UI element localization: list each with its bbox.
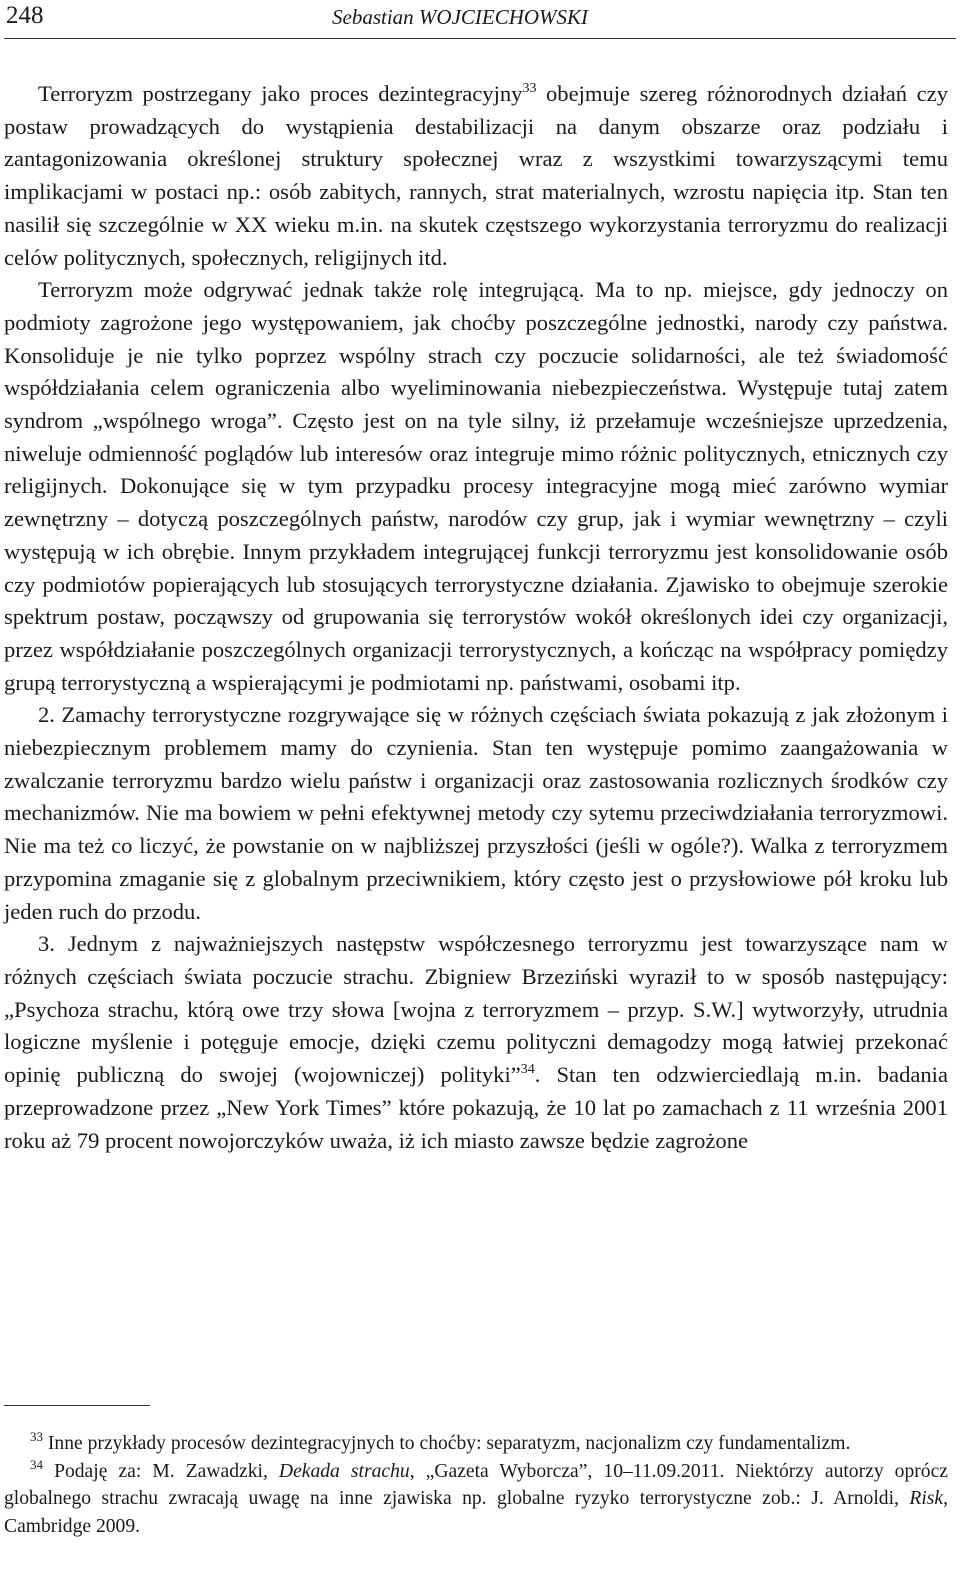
page-number: 248 <box>6 2 44 29</box>
footnote-separator <box>4 1405 150 1406</box>
paragraph-1-text-b: obejmuje szereg różnorodnych działań czy postaw prowadzących do wystąpienia destabilizacji na danym obszarze oraz podziału i zantagonizowania określonej struktury społecznej wraz z wszystkimi towarzyszącymi temu implikacjami w postaci np.: osób zabitych, rannych, strat materialnych, wzrostu napięcia itp. Stan ten nasilił się szczególnie w XX wieku m.in. na skutek częstszego wykorzystania terroryzmu do realizacji celów politycznych, społecznych, religijnych itd. <box>4 81 948 270</box>
footnote-34-mark: 34 <box>30 1456 43 1472</box>
footnote-34-text-b: , „Gazeta Wyborcza”, 10–11.09.2011. Niektórzy autorzy oprócz globalnego strachu zwracają uwagę na inne zjawiska np. globalne ryzyko terrorystyczne zob.: J. Arnoldi, <box>4 1460 948 1510</box>
footnote-33-text: Inne przykłady procesów dezintegracyjnych to choćby: separatyzm, nacjonalizm czy fundamentalizm. <box>47 1433 851 1454</box>
footnote-ref-34: 34 <box>520 1062 535 1078</box>
footnote-33-mark: 33 <box>30 1429 43 1444</box>
footnote-33 <box>4 1430 948 1458</box>
paragraph-4-text-a: 3. Jednym z najważniejszych następstw współczesnego terroryzmu jest towarzyszące nam w różnych częściach świata poczucie strachu. Zbigniew Brzeziński wyraził to w sposób następujący: „Psychoza strachu, którą owe trzy słowa [wojna z terroryzmem – przyp. S.W.] wytworzyły, utrudnia logiczne myślenie i potęguje emocje, dzięki czemu polityczni demagodzy mogą łatwiej przekonać opinię publiczną do swojej (wojowniczej) polityki” <box>4 931 948 1088</box>
footnote-ref-33: 33 <box>522 81 537 96</box>
page-header <box>4 0 956 39</box>
footnote-34-text-c: , Cambridge 2009. <box>4 1488 948 1537</box>
footnote-34-text-a: Podaję za: M. Zawadzki, <box>54 1460 279 1482</box>
paragraph-4-text-b: . Stan ten odzwierciedlają m.in. badania przeprowadzone przez „New York Times” które pokazują, że 10 lat po zamachach z 11 września 2001 roku aż 79 procent nowojorczyków uważa, iż ich miasto zawsze będzie zagrożone <box>4 1062 948 1153</box>
paragraph-1-text-a: Terroryzm postrzegany jako proces dezintegracyjny <box>38 81 523 106</box>
running-head: Sebastian WOJCIECHOWSKI <box>332 5 589 29</box>
footnote-34-title-2: Risk <box>909 1488 944 1510</box>
footnote-34-title: Dekada strachu <box>278 1460 410 1482</box>
footnotes <box>4 1430 948 1540</box>
paragraph-2: Terroryzm może odgrywać jednak także rolę integrującą. Ma to np. miejsce, gdy jednoczy on podmioty zagrożone jego występowaniem, jak choćby poszczególne jednostki, narody czy państwa. Konsoliduje je nie tylko poprzez wspólny strach czy poczucie solidarności, ale też świadomość współdziałania celem ograniczenia albo wyeliminowania niebezpieczeństwa. Występuje tutaj zatem syndrom „wspólnego wroga”. Często jest on na tyle silny, iż przełamuje wcześniejsze uprzedzenia, niweluje odmienność poglądów lub interesów oraz integruje mimo różnic politycznych, etnicznych czy religijnych. Dokonujące się w tym przypadku procesy integracyjne mogą mieć zarówno wymiar zewnętrzny – dotyczą poszczególnych państw, narodów czy grup, jak i wymiar wewnętrzny – czyli występują w ich obrębie. Innym przykładem integrującej funkcji terroryzmu jest konsolidowanie osób czy podmiotów popierających lub stosujących terrorystyczne działania. Zjawisko to obejmuje szerokie spektrum postaw, począwszy od grupowania się terrorystów wokół określonych idei czy organizacji, przez współdziałanie poszczególnych organizacji terrorystycznych, a kończąc na współpracy pomiędzy grupą terrorystyczną a wspierającymi je podmiotami np. państwami, osobami itp. <box>4 277 948 695</box>
main-text <box>4 78 948 1157</box>
paragraph-4 <box>4 928 948 1157</box>
paragraph-1 <box>4 78 948 274</box>
footnote-34 <box>4 1458 948 1541</box>
paragraph-3: 2. Zamachy terrorystyczne rozgrywające się w różnych częściach świata pokazują z jak złożonym i niebezpiecznym problemem mamy do czynienia. Stan ten występuje pomimo zaangażowania w zwalczanie terroryzmu bardzo wielu państw i organizacji oraz zastosowania rozlicznych środków czy mechanizmów. Nie ma bowiem w pełni efektywnej metody czy sytemu przeciwdziałania terroryzmowi. Nie ma też co liczyć, że powstanie on w najbliższej przyszłości (jeśli w ogóle?). Walka z terroryzmem przypomina zmaganie się z globalnym przeciwnikiem, który często jest o przysłowiowe pół kroku lub jeden ruch do przodu. <box>4 702 948 924</box>
